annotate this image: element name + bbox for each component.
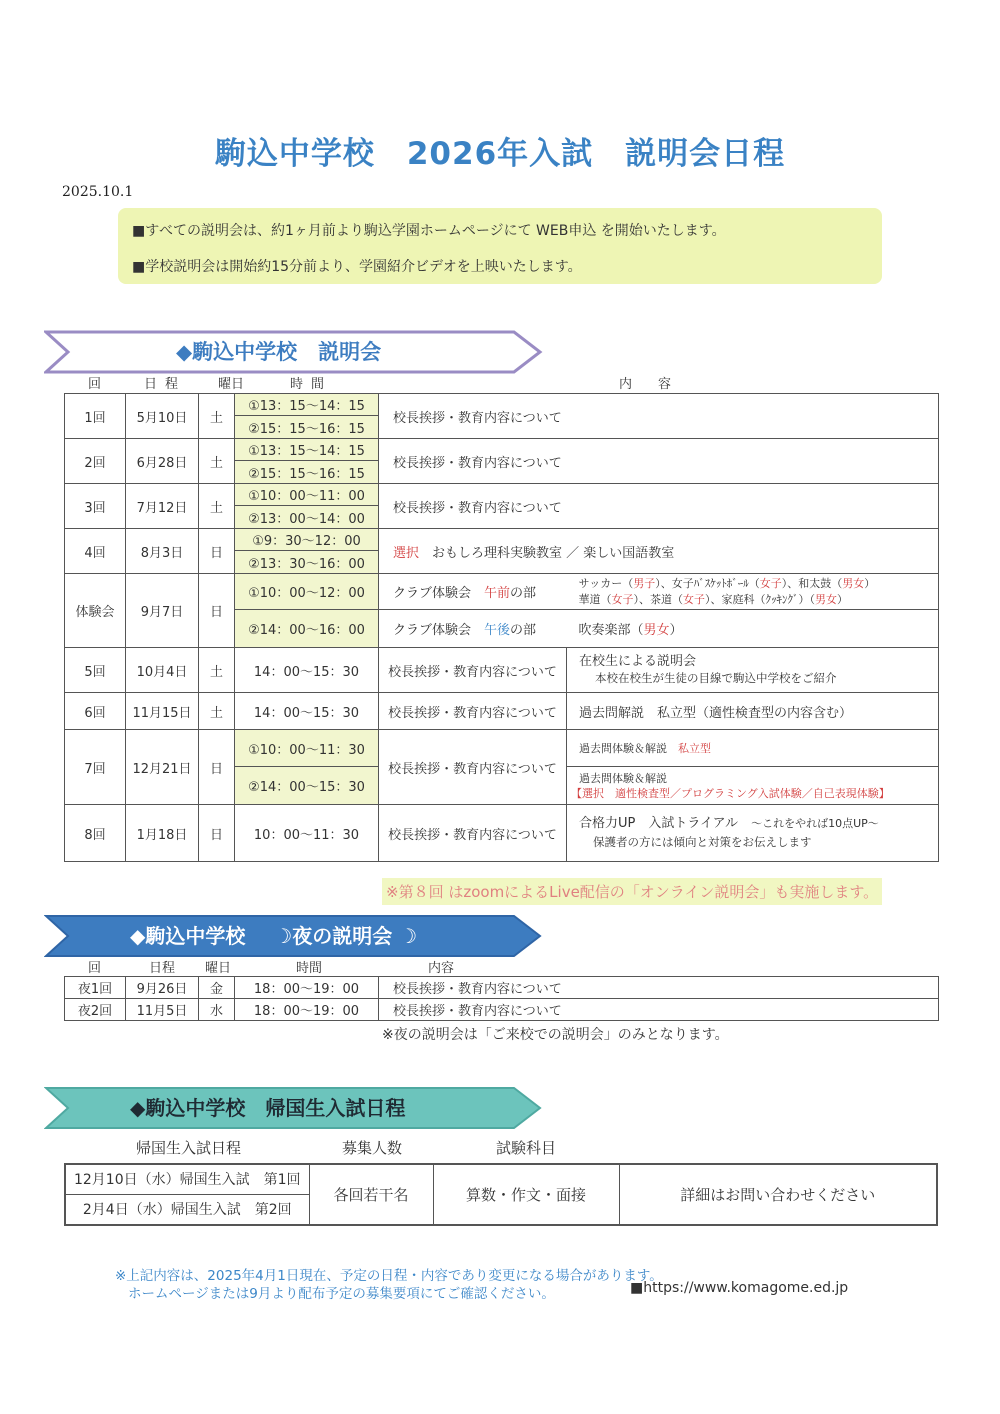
extra-sub: ～これをやれば10点UP～ (751, 817, 879, 830)
cell-subjects: 算数・作文・面接 (433, 1164, 619, 1225)
cell-kai: 5回 (65, 648, 126, 693)
table-row (65, 439, 939, 461)
zoom-note: ※第８回 はzoomによるLive配信の「オンライン説明会」も実施します。 (382, 878, 882, 905)
cell-kai: 8回 (65, 805, 126, 862)
table-row (65, 693, 939, 730)
club-part-am: 午前 (484, 586, 511, 601)
cell-date: 5月10日 (126, 394, 199, 439)
cell-day: 土 (199, 394, 235, 439)
cell-day: 金 (199, 977, 235, 999)
table-row (65, 648, 939, 693)
header-naiyou: 内容 (428, 961, 455, 976)
club-label: クラブ体験会 (393, 623, 472, 638)
cell-extra-2 (567, 767, 939, 805)
footer-note-line2: ホームページまたは9月より配布予定の募集要項にてご確認ください。 (128, 1286, 555, 1302)
cell-kai: 7回 (65, 730, 126, 805)
header-capacity: 募集人数 (342, 1139, 403, 1157)
extra-title: 過去問体験＆解説 (579, 771, 667, 785)
cell-day: 土 (199, 484, 235, 529)
extra-tag: 私立型 (678, 742, 711, 755)
table-row (65, 977, 939, 999)
cell-day: 日 (199, 574, 235, 648)
cell-kai: 6回 (65, 693, 126, 730)
club-label: クラブ体験会 (393, 586, 472, 601)
cell-time-1: ①10：00～11：30 (235, 730, 379, 767)
cell-extra (567, 805, 939, 862)
notice-video: ■学校説明会は開始約15分前より、学園紹介ビデオを上映いたします。 (132, 259, 582, 275)
table-row (65, 1164, 937, 1194)
extra-desc: 保護者の方には傾向と対策をお伝えします (593, 835, 812, 849)
moon-icon: ☽ (399, 924, 418, 948)
cell-content: 校長挨拶・教育内容について (379, 693, 567, 730)
cell-time-1: ①13：15～14：15 (235, 394, 379, 416)
cell-day: 土 (199, 648, 235, 693)
school-url-link[interactable]: ■https://www.komagome.ed.jp (630, 1280, 849, 1296)
section-banner-returnee (44, 1086, 544, 1130)
header-kai: 回 (88, 377, 102, 392)
cell-day: 土 (199, 693, 235, 730)
cell-content: 校長挨拶・教育内容について (379, 394, 939, 439)
cell-time-1: ①10：00～12：00 (235, 574, 379, 610)
cell-content: 校長挨拶・教育内容について (379, 648, 567, 693)
cell-club-pm (379, 610, 567, 648)
cell-time-2: ②14：00～16：00 (235, 610, 379, 648)
notice-box (118, 208, 882, 284)
header-nittei: 日程 (149, 961, 176, 976)
select-label: 選択 (393, 545, 420, 561)
header-jikan: 時間 (290, 377, 333, 392)
table-row (65, 730, 939, 767)
header-youbi: 曜日 (218, 377, 245, 392)
cell-content: 校長挨拶・教育内容について (379, 999, 939, 1021)
cell-content: 校長挨拶・教育内容について (379, 730, 567, 805)
table-row (65, 574, 939, 610)
cell-date: 6月28日 (126, 439, 199, 484)
cell-extra-1 (567, 730, 939, 767)
cell-day: 水 (199, 999, 235, 1021)
cell-date: 9月26日 (126, 977, 199, 999)
page-title: 駒込中学校 2026年入試 説明会日程 (214, 136, 786, 172)
cell-extra (567, 648, 939, 693)
cell-day: 日 (199, 529, 235, 574)
extra-title: 在校生による説明会 (579, 654, 697, 669)
cell-capacity: 各回若干名 (309, 1164, 433, 1225)
section-banner-briefing (44, 330, 544, 374)
cell-time-1: ①9：30～12：00 (235, 529, 379, 551)
cell-content: 校長挨拶・教育内容について (379, 484, 939, 529)
section-banner-night (44, 914, 544, 958)
cell-date: 9月7日 (126, 574, 199, 648)
club-suffix: の部 (510, 586, 537, 601)
cell-kai: 3回 (65, 484, 126, 529)
cell-date: 10月4日 (126, 648, 199, 693)
cell-time: 10：00～11：30 (235, 805, 379, 862)
cell-date: 1月18日 (126, 805, 199, 862)
cell-club-list-pm: 吹奏楽部（男女） (567, 610, 939, 648)
club-part-pm: 午後 (484, 623, 511, 638)
table-row (65, 805, 939, 862)
cell-day: 土 (199, 439, 235, 484)
extra-title: 合格力UP 入試トライアル (579, 816, 739, 831)
cell-time: 14：00～15：30 (235, 648, 379, 693)
cell-kai: 体験会 (65, 574, 126, 648)
briefing-schedule-table (64, 393, 939, 862)
cell-date: 11月15日 (126, 693, 199, 730)
cell-day: 日 (199, 805, 235, 862)
cell-time: 18：00～19：00 (235, 999, 379, 1021)
heading-school: ◆駒込中学校 (130, 924, 246, 948)
table-row (65, 999, 939, 1021)
cell-time: 18：00～19：00 (235, 977, 379, 999)
cell-club-list-am (567, 574, 939, 610)
night-table-header (64, 957, 938, 975)
club-suffix: の部 (510, 623, 537, 638)
cell-time-2: ②13：30～16：00 (235, 551, 379, 574)
content-text: おもしろ理科実験教室 ／ 楽しい国語教室 (432, 545, 675, 561)
cell-exam-round-1: 12月10日（水）帰国生入試 第1回 (65, 1164, 309, 1194)
cell-date: 7月12日 (126, 484, 199, 529)
table-row (65, 529, 939, 551)
night-schedule-table (64, 976, 939, 1021)
notice-web-application: ■すべての説明会は、約1ヶ月前より駒込学園ホームページにて WEB申込 を開始いたします。 (132, 223, 726, 239)
cell-content (379, 529, 939, 574)
cell-kai: 夜1回 (65, 977, 126, 999)
cell-date: 12月21日 (126, 730, 199, 805)
club-list-am-line1: サッカー（男子）、女子ﾊﾞｽｹｯﾄﾎﾞｰﾙ（女子）、和太鼓（男女） (578, 576, 876, 590)
header-youbi: 曜日 (205, 961, 232, 976)
table-row (65, 484, 939, 506)
cell-extra: 過去問解説 私立型（適性検査型の内容含む） (567, 693, 939, 730)
table-row (65, 394, 939, 416)
cell-time: 14：00～15：30 (235, 693, 379, 730)
heading-night: 夜の説明会 (292, 924, 393, 948)
moon-icon: ☽ (274, 924, 293, 948)
cell-content: 校長挨拶・教育内容について (379, 977, 939, 999)
extra-desc: 本校在校生が生徒の目線で駒込中学校をご紹介 (595, 671, 837, 685)
cell-day: 日 (199, 730, 235, 805)
cell-date: 11月5日 (126, 999, 199, 1021)
section-heading-briefing: ◆駒込中学校 説明会 (176, 340, 382, 364)
cell-time-2: ②15：15～16：15 (235, 461, 379, 484)
cell-time-2: ②14：00～15：30 (235, 767, 379, 805)
cell-content: 校長挨拶・教育内容について (379, 805, 567, 862)
briefing-table-header (64, 373, 938, 391)
footer-note-line1: ※上記内容は、2025年4月1日現在、予定の日程・内容であり変更になる場合があります。 (115, 1268, 663, 1284)
cell-time-1: ①10：00～11：00 (235, 484, 379, 506)
cell-kai: 1回 (65, 394, 126, 439)
section-heading-returnee: ◆駒込中学校 帰国生入試日程 (130, 1096, 406, 1120)
returnee-table-header (64, 1137, 938, 1157)
header-nittei: 日程 (144, 377, 187, 392)
issue-date: 2025.10.1 (62, 184, 134, 200)
cell-time-2: ②15：15～16：15 (235, 416, 379, 439)
cell-kai: 4回 (65, 529, 126, 574)
header-naiyou: 内 容 (619, 377, 672, 392)
header-jikan: 時間 (296, 961, 323, 976)
extra-select: 【選択 適性検査型／プログラミング入試体験／自己表現体験】 (571, 786, 890, 800)
cell-exam-round-2: 2月4日（水）帰国生入試 第2回 (65, 1194, 309, 1225)
section-heading-night (130, 914, 417, 958)
cell-content: 校長挨拶・教育内容について (379, 439, 939, 484)
extra-title: 過去問体験＆解説 (579, 742, 667, 755)
returnee-exam-table (64, 1163, 938, 1226)
cell-club-am (379, 574, 567, 610)
night-note: ※夜の説明会は「ご来校での説明会」のみとなります。 (382, 1027, 729, 1043)
cell-time-2: ②13：00～14：00 (235, 506, 379, 529)
cell-time-1: ①13：15～14：15 (235, 439, 379, 461)
club-list-am-line2: 華道（女子）、茶道（女子）、家庭科（ｸｯｷﾝｸﾞ）（男女） (578, 592, 848, 606)
header-subjects: 試験科目 (496, 1139, 557, 1157)
header-kai: 回 (88, 961, 102, 976)
cell-kai: 夜2回 (65, 999, 126, 1021)
cell-date: 8月3日 (126, 529, 199, 574)
cell-details: 詳細はお問い合わせください (619, 1164, 937, 1225)
header-schedule: 帰国生入試日程 (136, 1139, 242, 1157)
cell-kai: 2回 (65, 439, 126, 484)
